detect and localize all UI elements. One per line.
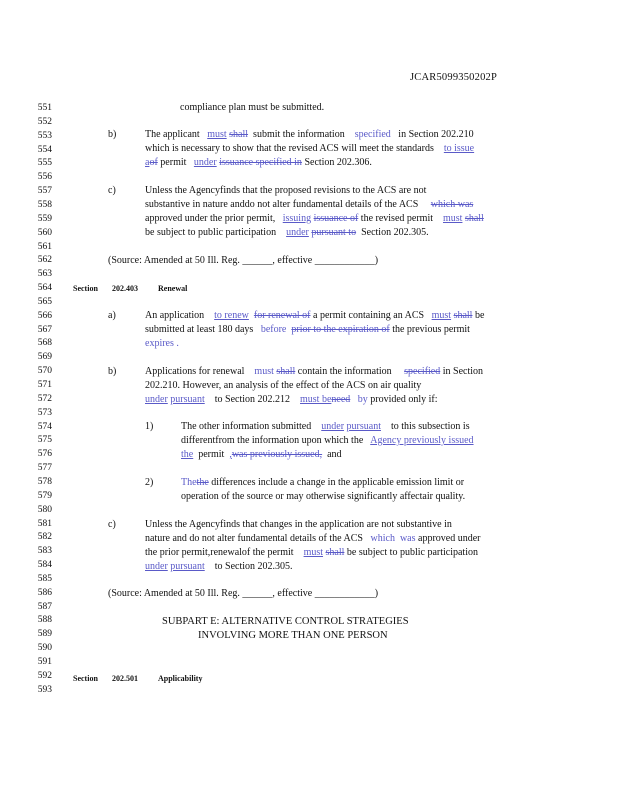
line-number: 584: [37, 560, 52, 571]
text-line: nature and do not alter fundamental details of the ACS which was approved under: [145, 533, 481, 544]
text-line: substantive in nature anddo not alter fundamental details of the ACS which was: [145, 199, 474, 210]
line-number: 554: [37, 144, 52, 155]
line-number: 591: [37, 657, 52, 667]
line-number: 561: [37, 241, 52, 252]
line-number: 560: [37, 227, 52, 238]
line-number: 583: [37, 546, 52, 557]
text-line: 202.210. However, an analysis of the effect of the ACS on air quality: [145, 380, 422, 391]
line-number: 564: [37, 283, 52, 294]
text-line: differentfrom the information upon which the Agency previously issued: [181, 435, 474, 446]
text-line: An application to renew for renewal of a permit containing an ACS must shall be: [145, 310, 485, 321]
item-label: b): [108, 129, 117, 140]
section-label: Section: [73, 674, 98, 683]
line-number: 557: [37, 186, 52, 197]
line-number: 592: [37, 670, 52, 681]
line-number: 593: [37, 684, 52, 695]
line-number: 562: [37, 255, 52, 266]
text-line: be subject to public participation under pursuant to Section 202.305.: [145, 227, 429, 238]
line-number: 568: [37, 338, 52, 349]
line-number: 571: [37, 380, 52, 390]
line-number: 579: [37, 490, 52, 501]
line-number: 574: [37, 421, 52, 432]
item-label: c): [108, 185, 116, 196]
text-line: under pursuant to Section 202.212 must beneed by provided only if:: [145, 394, 438, 405]
line-number: 578: [37, 476, 52, 487]
text-line: aof permit under issuance specified in Section 202.306.: [145, 157, 372, 168]
line-number: 559: [37, 213, 52, 224]
line-number: 586: [37, 587, 52, 598]
text-line: Applications for renewal must shall contain the information specified in Section: [145, 366, 484, 377]
item-label: 2): [145, 477, 154, 488]
line-number: 585: [37, 573, 52, 584]
line-number: 563: [37, 269, 52, 280]
line-number: 558: [37, 199, 52, 210]
line-number: 551: [37, 103, 52, 113]
document-id: JCAR5099350202P: [410, 72, 498, 83]
line-number: 577: [37, 463, 52, 474]
text-line: The applicant must shall submit the information specified in Section 202.210: [145, 129, 474, 140]
text-line: compliance plan must be submitted.: [180, 102, 325, 113]
text-line: Unless the Agencyfinds that the proposed revisions to the ACS are not: [145, 185, 427, 196]
item-label: c): [108, 519, 116, 530]
line-number: 566: [37, 310, 52, 321]
line-number: 565: [37, 296, 52, 307]
line-number: 556: [37, 172, 52, 183]
text-line: The other information submitted under pursuant to this subsection is: [181, 421, 470, 432]
section-title: Renewal: [158, 284, 188, 293]
line-number: 582: [37, 532, 52, 543]
line-number: 575: [37, 435, 52, 446]
line-number: 572: [37, 393, 52, 404]
source-note: (Source: Amended at 50 Ill. Reg. ______, effective ____________): [108, 588, 379, 599]
text-line: Unless the Agencyfinds that changes in the application are not substantive in: [145, 519, 452, 530]
line-number: 569: [37, 352, 52, 363]
text-line: approved under the prior permit, issuing issuance of the revised permit must shall: [145, 213, 484, 224]
item-label: 1): [145, 421, 154, 432]
section-number: 202.501: [112, 674, 138, 683]
text-line: the prior permit,renewalof the permit must shall be subject to public participation: [145, 547, 478, 558]
line-number: 590: [37, 643, 52, 654]
text-line: submitted at least 180 days before prior to the expiration of the previous permit: [145, 324, 470, 335]
item-label: b): [108, 366, 117, 377]
subpart-heading: SUBPART E: ALTERNATIVE CONTROL STRATEGIES: [162, 616, 409, 627]
section-number: 202.403: [112, 284, 138, 293]
text-line: operation of the source or may otherwise significantly affectair quality.: [181, 491, 466, 502]
line-number: 567: [37, 324, 52, 335]
text-line: expires .: [145, 338, 179, 349]
section-title: Applicability: [158, 674, 203, 683]
source-note: (Source: Amended at 50 Ill. Reg. ______, effective ____________): [108, 255, 379, 266]
line-number: 580: [37, 504, 52, 515]
item-label: a): [108, 310, 116, 321]
subpart-heading-cont: INVOLVING MORE THAN ONE PERSON: [198, 630, 388, 641]
text-line: under pursuant to Section 202.305.: [145, 561, 293, 572]
line-number: 576: [37, 449, 52, 460]
line-number: 553: [37, 130, 52, 141]
line-number: 555: [37, 158, 52, 169]
line-number: 573: [37, 407, 52, 418]
text-line: which is necessary to show that the revised ACS will meet the standards to issue: [145, 143, 475, 154]
line-number: 589: [37, 629, 52, 640]
section-label: Section: [73, 284, 98, 293]
text-line: the permit ,was previously issued, and: [181, 449, 342, 460]
text-line: Thethe differences include a change in the applicable emission limit or: [181, 477, 465, 488]
line-number: 587: [37, 601, 52, 612]
line-number: 552: [37, 116, 52, 127]
line-number: 570: [37, 366, 52, 377]
line-number: 588: [37, 615, 52, 626]
line-number: 581: [37, 518, 52, 529]
